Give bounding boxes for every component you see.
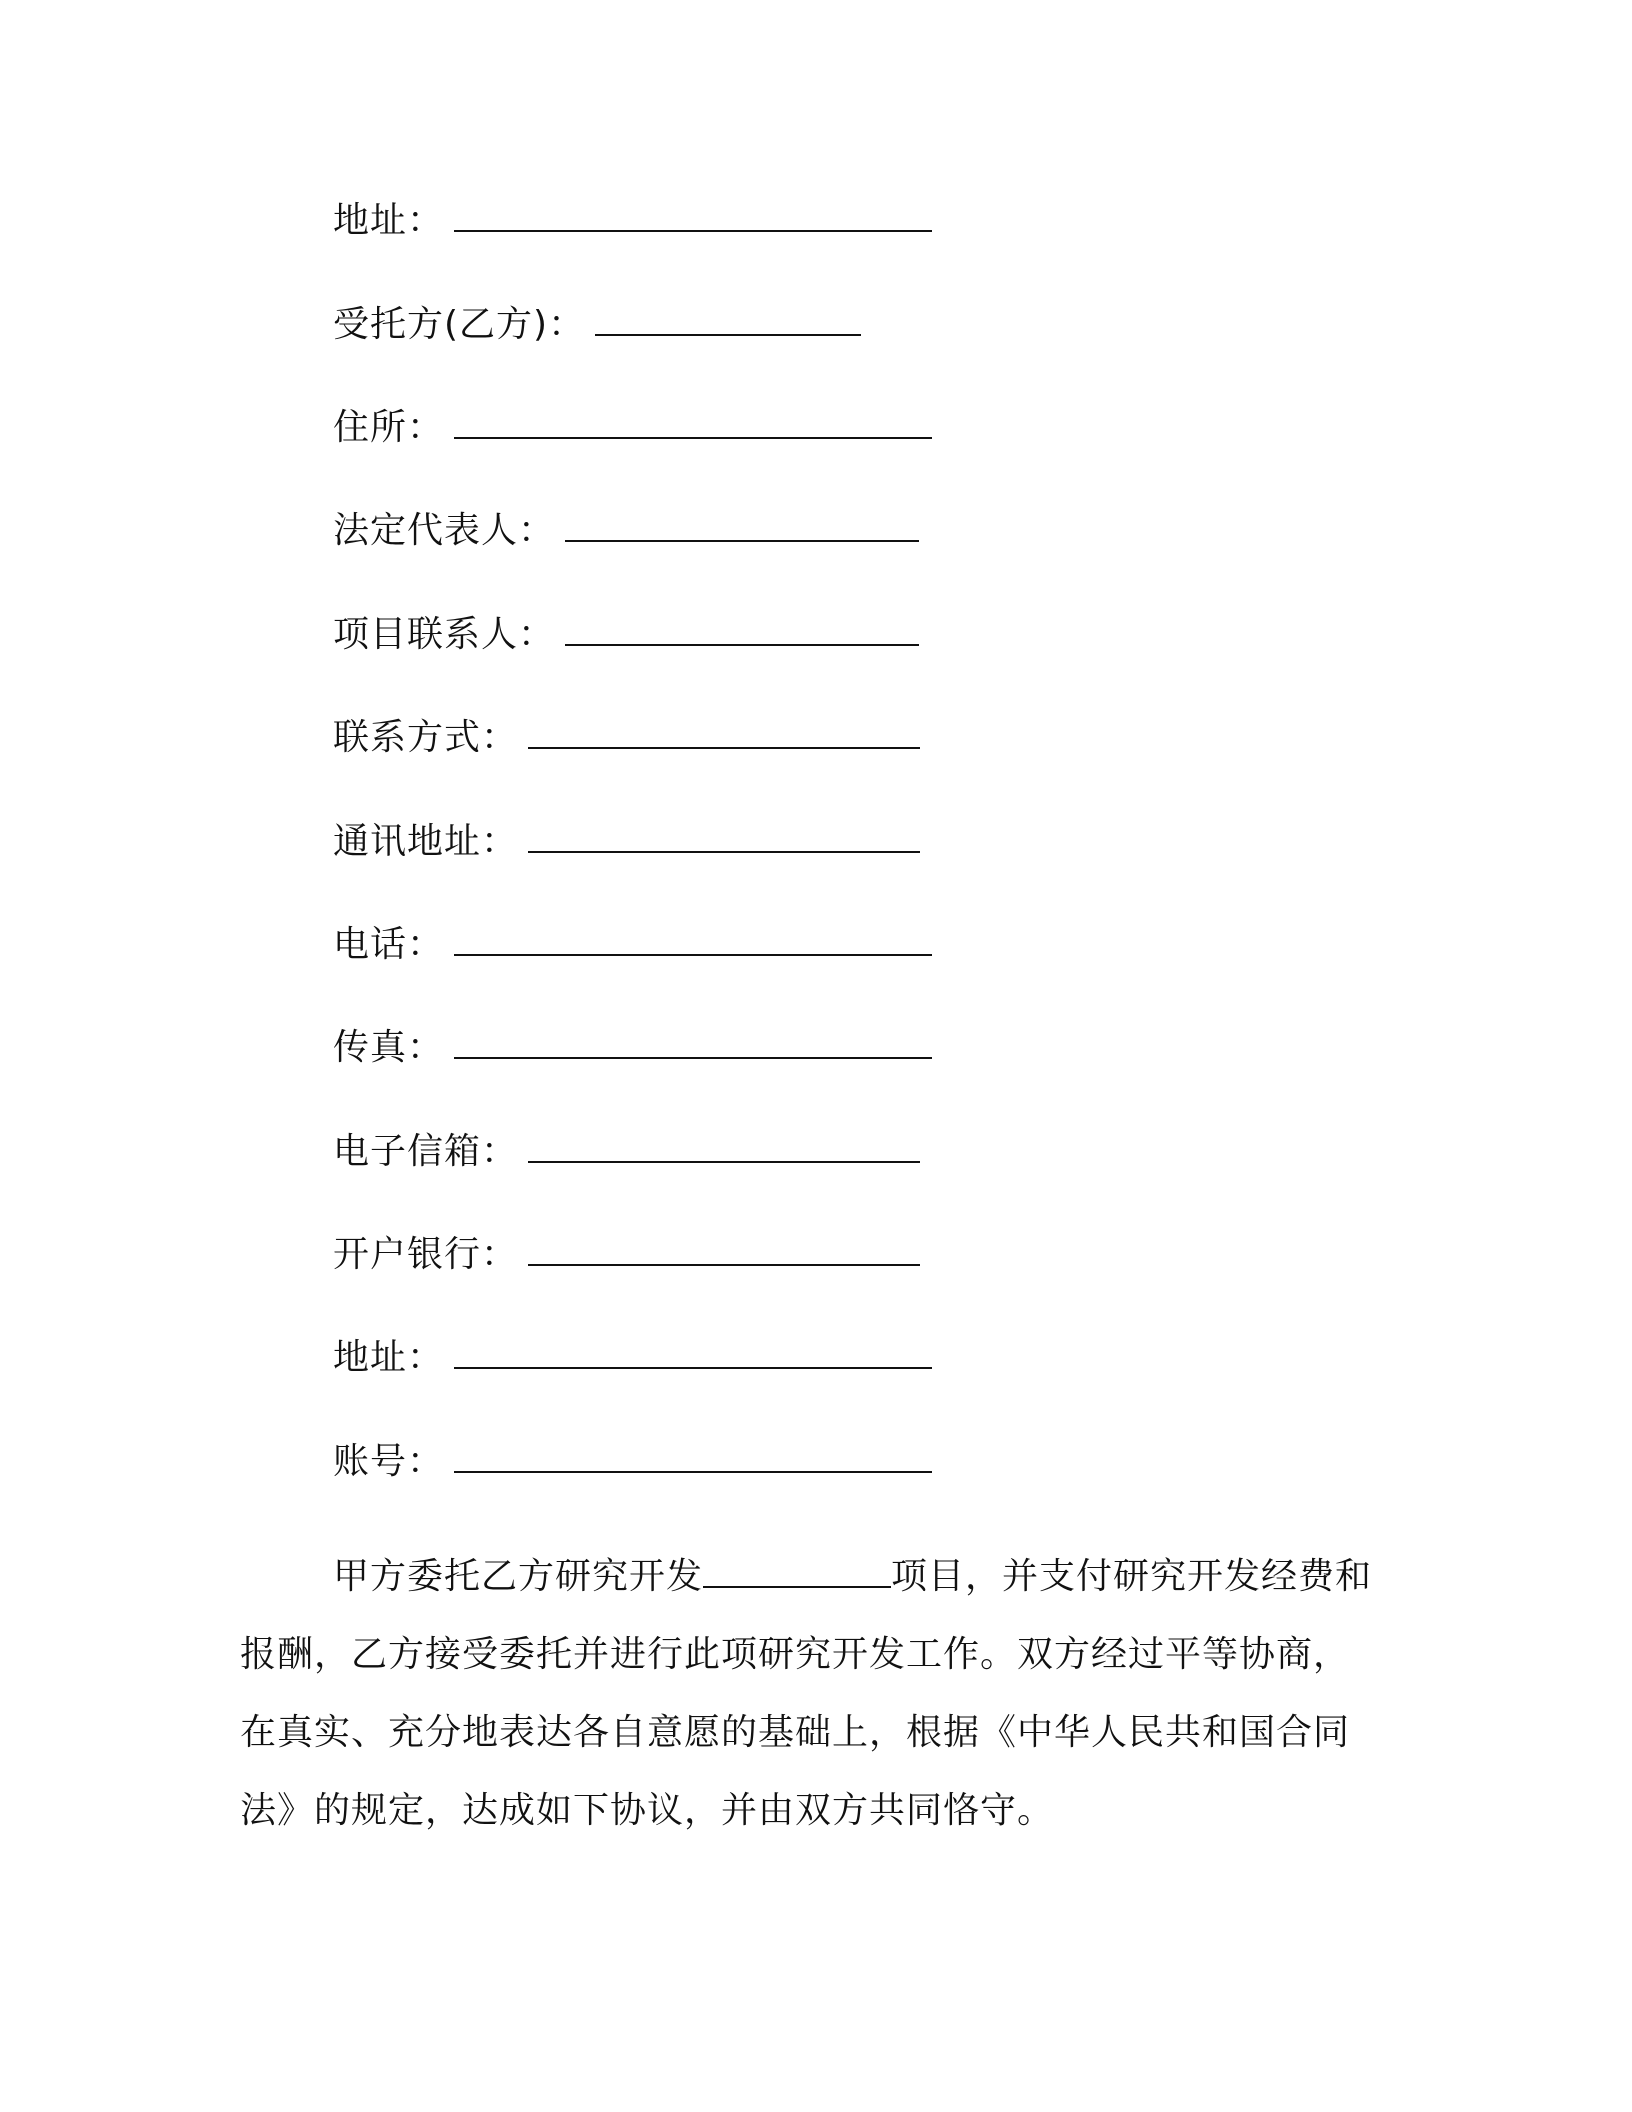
project-name-blank[interactable] (703, 1554, 891, 1588)
field-legal-representative (333, 506, 919, 555)
field-label: 电子信箱： (333, 1131, 519, 1172)
field-label: 地址： (333, 1337, 445, 1378)
field-address-1 (333, 196, 932, 245)
field-trustee (333, 300, 861, 349)
field-account-number (333, 1437, 932, 1486)
blank-line[interactable] (528, 1127, 920, 1163)
blank-line[interactable] (565, 610, 919, 646)
paragraph-line (240, 1538, 1390, 1616)
field-label: 地址： (333, 200, 445, 241)
paragraph-line: 法》的规定，达成如下协议，并由双方共同恪守。 (240, 1790, 1055, 1831)
field-label: 开户银行： (333, 1234, 519, 1275)
field-fax (333, 1023, 932, 1072)
field-label: 通讯地址： (333, 821, 519, 862)
paragraph-text: 项目，并支付研究开发经费和 (891, 1556, 1373, 1597)
blank-line[interactable] (528, 817, 920, 853)
field-contact-method (333, 713, 920, 762)
paragraph-text: 甲方委托乙方研究开发 (333, 1556, 704, 1597)
blank-line[interactable] (454, 1023, 932, 1059)
field-bank (333, 1230, 920, 1279)
field-email (333, 1127, 920, 1176)
paragraph-line: 在真实、充分地表达各自意愿的基础上，根据《中华人民共和国合同 (240, 1712, 1351, 1753)
field-mailing-address (333, 817, 920, 866)
blank-line[interactable] (454, 920, 932, 956)
agreement-paragraph (240, 1538, 1390, 1850)
field-label: 账号： (333, 1441, 445, 1482)
field-label: 法定代表人： (333, 510, 556, 551)
field-residence (333, 403, 932, 452)
paragraph-line: 报酬，乙方接受委托并进行此项研究开发工作。双方经过平等协商， (240, 1634, 1351, 1675)
blank-line[interactable] (595, 300, 861, 336)
field-label: 联系方式： (333, 717, 519, 758)
field-address-2 (333, 1333, 932, 1382)
field-label: 项目联系人： (333, 614, 556, 655)
field-project-contact (333, 610, 919, 659)
field-label: 电话： (333, 924, 445, 965)
blank-line[interactable] (454, 1437, 932, 1473)
blank-line[interactable] (528, 713, 920, 749)
blank-line[interactable] (565, 506, 919, 542)
field-label: 传真： (333, 1027, 445, 1068)
blank-line[interactable] (454, 1333, 932, 1369)
field-phone (333, 920, 932, 969)
field-label: 住所： (333, 407, 445, 448)
blank-line[interactable] (454, 196, 932, 232)
blank-line[interactable] (528, 1230, 920, 1266)
blank-line[interactable] (454, 403, 932, 439)
field-label: 受托方(乙方)： (333, 304, 586, 345)
